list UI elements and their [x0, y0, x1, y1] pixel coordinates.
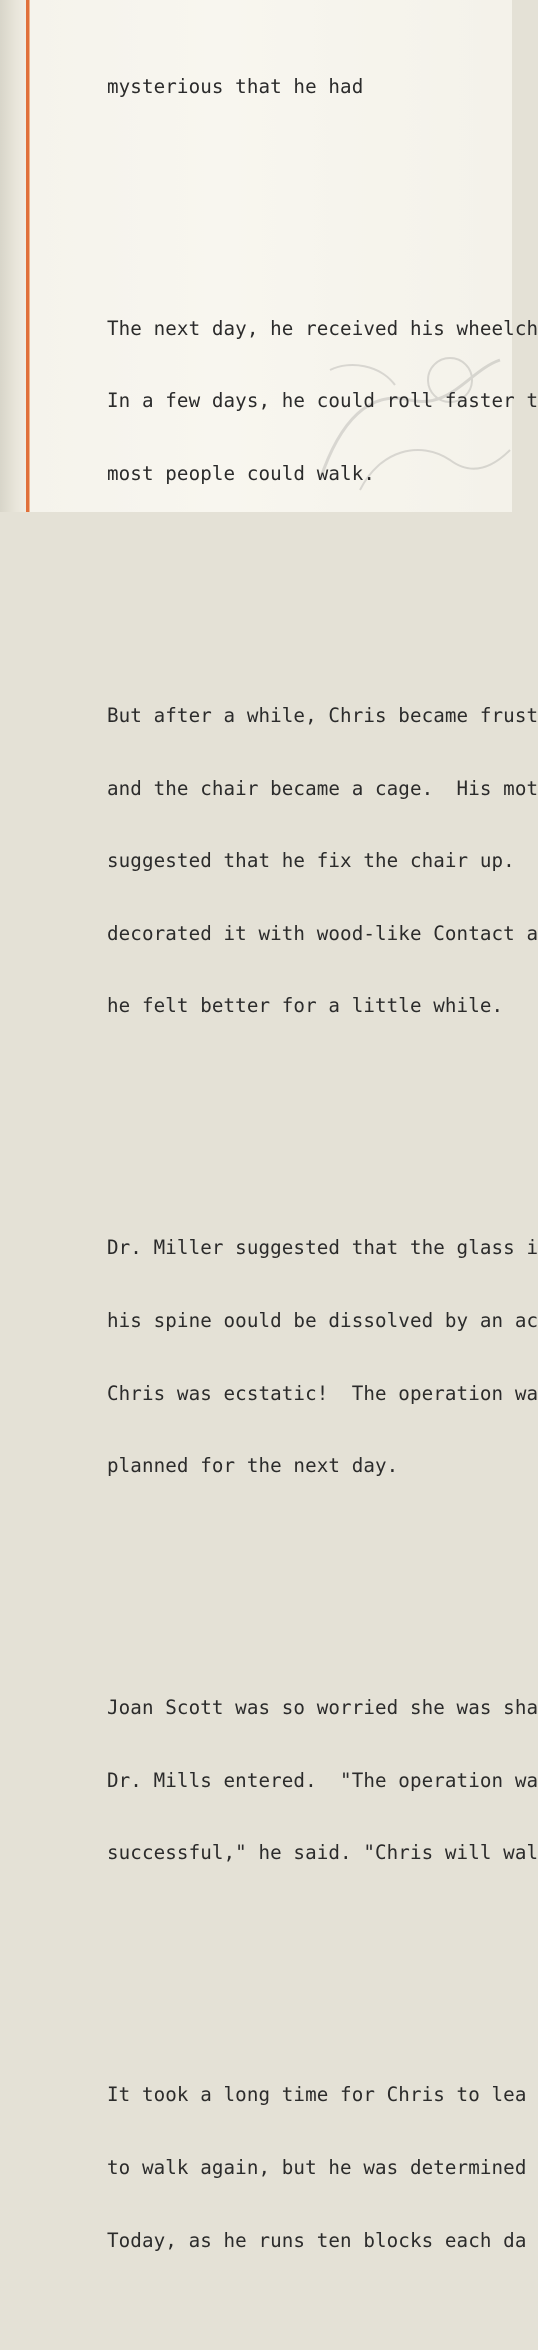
text-line: decorated it with wood-like Contact a [107, 921, 538, 945]
text-line: In a few days, he could roll faster t [107, 389, 538, 413]
body-text [107, 0, 537, 2350]
text-line: The next day, he received his wheelch [107, 316, 538, 340]
text-line: successful," he said. "Chris will wal [107, 1841, 538, 1865]
text-line: Today, as he runs ten blocks each da [107, 2228, 527, 2252]
paragraph-operation-success [107, 1648, 537, 1914]
text-line: But after a while, Chris became frust [107, 704, 538, 727]
paragraph-fragment-top [107, 26, 537, 147]
text-line: he felt better for a little while. [107, 994, 504, 1018]
text-line: his spine oould be dissolved by an ac [107, 1308, 538, 1332]
paragraph-learn-to-walk [107, 2035, 537, 2301]
paragraph-operation-planned [107, 1188, 537, 1527]
text-line: mysterious that he had [107, 74, 364, 98]
text-line: Dr. Mills entered. "The operation wa [107, 1768, 538, 1792]
text-line: Chris was ecstatic! The operation wa [107, 1381, 538, 1405]
text-line: and the chair became a cage. His mot [107, 776, 538, 800]
left-page-edge [0, 0, 26, 512]
text-line: most people could walk. [107, 462, 375, 485]
text-line: planned for the next day. [107, 1454, 399, 1478]
paragraph-frustrated [107, 656, 537, 1067]
text-line: to walk again, but he was determined [107, 2155, 527, 2179]
text-line: Dr. Miller suggested that the glass i [107, 1236, 538, 1260]
text-line: Joan Scott was so worried she was sha [107, 1696, 538, 1720]
text-line: suggested that he fix the chair up. [107, 849, 515, 873]
document-page [30, 0, 538, 2252]
text-line: It took a long time for Chris to lea [107, 2083, 527, 2107]
paragraph-wheelchair [107, 268, 537, 534]
